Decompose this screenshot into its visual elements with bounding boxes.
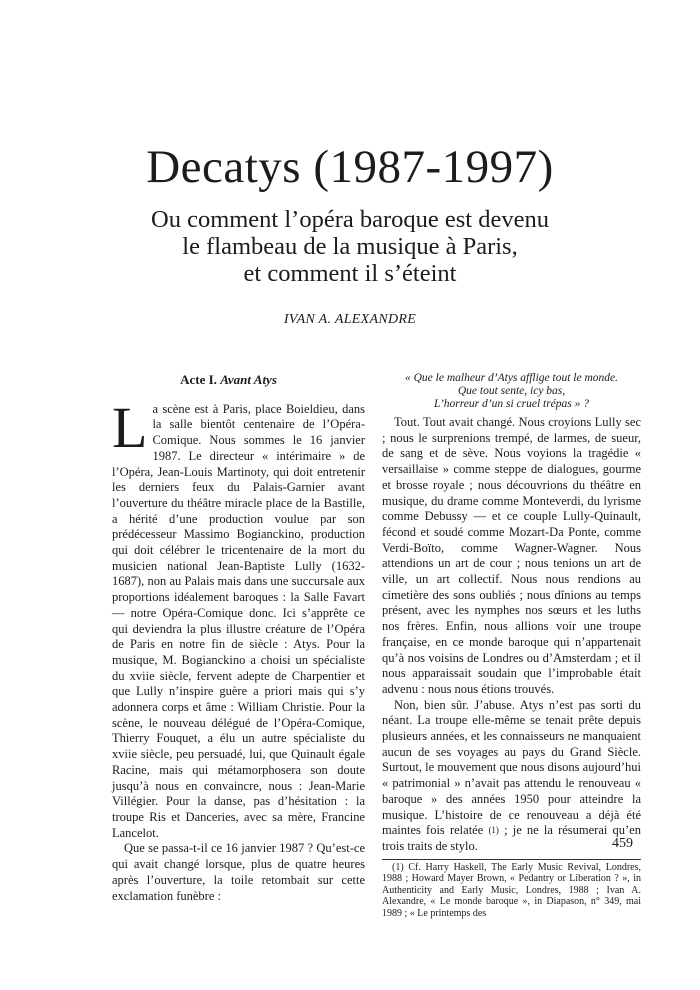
epigraph-line: Que tout sente, icy bas, bbox=[457, 385, 566, 397]
body-paragraph bbox=[112, 394, 365, 842]
section-heading bbox=[112, 372, 365, 388]
footnote: (1) Cf. Harry Haskell, The Early Music Revival, Londres, 1988 ; Howard Mayer Brown, « Pedantry or Liberation ? », in Authenticity and Early Music, Londres, 1988 ; Ivan A. Alexandre, « Le monde baroque », in Diapason, n° 349, mai 1989 ; « Le printemps des bbox=[382, 861, 641, 920]
paragraph-text: a scène est à Paris, place Boieldieu, dans la salle bientôt centenaire de l’Opéra-Comique. Nous sommes le 16 janvier 1987. Le directeur « intérimaire » de l’Opéra, Jean-Louis Martinoty, qui doit entretenir les derniers feux du Palais-Garnier avant l’ouverture du théâtre miracle place de la Bastille, a hérité d’une production voulue par son prédécesseur Massimo Bogianckino, production qui doit célébrer le tricentenaire de la mort du musicien national Jean-Baptiste Lully (1632-1687), non au Palais mais dans une succursale aux proportions idéalement baroques : la Salle Favart — notre Opéra-Comique donc. Ici s’apprête ce qui deviendra la plus illustre créature de l’Opéra de Paris en notre fin de siècle : Atys. Pour la musique, M. Bogianckino a choisi un spécialiste du xviie siècle, fervent adepte de Charpentier et que Lully n’inspire guère a priori mais qui s’y adonnera corps et âme : William Christie. Pour la scène, le nouveau délégué de l’Opéra-Comique, Thierry Fouquet, a élu un autre spécialiste du xviie siècle, peu persuadé, lui, que Quinault égale Racine, mais qui métamorphosera son doute jusqu’à nous en convaincre, nous : Jean-Marie Villégier. Pour la danse, pas d’hésitation : la troupe Ris et Danceries, avec sa mère, Francine Lancelot. bbox=[112, 401, 365, 840]
drop-cap: L bbox=[112, 394, 148, 460]
author-name: IVAN A. ALEXANDRE bbox=[283, 312, 417, 327]
epigraph-line: L’horreur d’un si cruel trépas » ? bbox=[433, 398, 590, 410]
right-column bbox=[382, 372, 641, 920]
subtitle-line: et comment il s’éteint bbox=[243, 260, 457, 287]
subtitle-line: le flambeau de la musique à Paris, bbox=[182, 233, 518, 260]
subtitle-line: Ou comment l’opéra baroque est devenu bbox=[151, 206, 549, 233]
body-paragraph: Tout. Tout avait changé. Nous croyions Lully sec ; nous le surprenions trempé, de larmes, de sueur, de sang et de sève. Nous voyions la tragédie « versaillaise » comme steppe de dialogues, gourme et brosse royale ; nous découvrions du théâtre en musique, du drame comme Monteverdi, du lyrisme comme Debussy — et ce couple Lully-Quinault, fécond et soudé comme Mozart-Da Ponte, comme Verdi-Boïto, comme Wagner-Wagner. Nous attendions un art de cour ; nous tenions un art de ville, un art collectif. Nous nous rendions au cimetière des sons oubliés ; nous dînions au temps présent, avec les nymphes nos sœurs et les luths nos frères. Enfin, nous allions voir une troupe française, en ce monde baroque qui n’appartenait qu’à nos voisins de Londres ou d’Amsterdam ; et il nous apparaissait soudain que l’improbable était advenu : nous nous étions trouvés. bbox=[382, 415, 641, 696]
body-paragraph bbox=[382, 698, 641, 855]
section-title: Avant Atys bbox=[220, 372, 277, 387]
page-number: 459 bbox=[612, 836, 633, 851]
footnote-reference[interactable]: (1) bbox=[488, 825, 499, 836]
epigraph bbox=[382, 372, 641, 411]
paragraph-text: Non, bien sûr. J’abuse. Atys n’est pas sorti du néant. La troupe elle-même se tenait prête depuis plusieurs années, et les connaisseurs ne manquaient aucun de ses voyages au pays du Grand Siècle. Surtout, le mouvement que nous disons aujourd’hui « patrimonial » n’avait pas attendu le renouveau « baroque » des années 1950 pour atteindre la musique. L’histoire de ce renouveau a déjà été maintes fois relatée bbox=[382, 697, 641, 838]
article-subtitle bbox=[0, 206, 700, 287]
footnote-separator bbox=[382, 859, 641, 860]
left-column bbox=[112, 372, 365, 904]
paragraph-text: ; je ne la résumerai qu’en trois traits de stylo. bbox=[382, 823, 641, 853]
section-label: Acte I. bbox=[180, 372, 217, 387]
epigraph-line: « Que le malheur d’Atys afflige tout le monde. bbox=[404, 372, 619, 384]
body-paragraph: Que se passa-t-il ce 16 janvier 1987 ? Qu’est-ce qui avait changé lorsque, plus de quatre heures après l’ouverture, la toile retombait sur cette exclamation funèbre : bbox=[112, 841, 365, 903]
article-title: Decatys (1987-1997) bbox=[146, 141, 554, 193]
